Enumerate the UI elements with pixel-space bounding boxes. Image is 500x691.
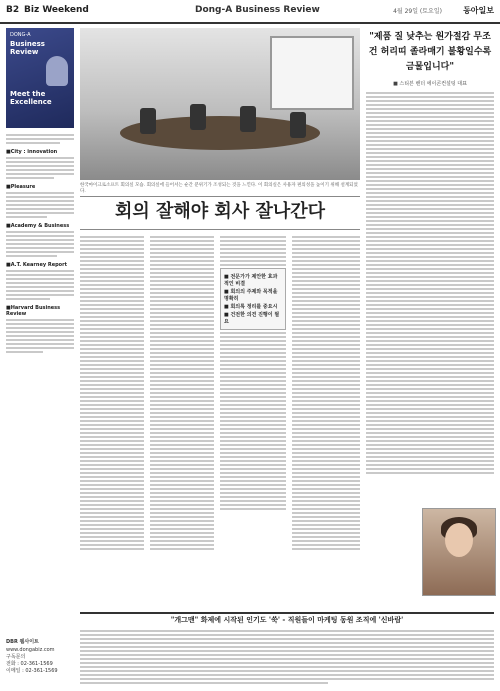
body-column [292, 234, 360, 552]
meeting-room-photo [80, 28, 360, 180]
cover-person-image [46, 56, 68, 86]
paper-name: 동아일보 [463, 6, 494, 15]
body-column [150, 234, 214, 552]
footer-line: 이메일 : 02-361-1569 [6, 668, 58, 674]
footer-site[interactable]: www.dongabiz.com [6, 647, 55, 653]
sidebar-head: ■Harvard Business Review [6, 305, 61, 317]
cover-small: DONG-A [10, 32, 31, 38]
window-image [270, 36, 354, 110]
photo-caption: 한국마이크로소프트 회의실 모습. 회의실에 들어서는 순간 분위기가 조성되는 것을 느낀다. 이 회의실은 사용자 편의성을 높이기 위해 설계되었다. [80, 183, 358, 194]
key-points-box [220, 268, 286, 330]
sidebar-head: ■A.T. Kearney Report [6, 262, 67, 268]
magazine-cover [6, 28, 74, 128]
quote-byline: ■ 스티븐 밴더 에이콘컨설팅 대표 [393, 81, 467, 87]
sidebar-head: ■City : innovation [6, 149, 58, 155]
brand-name: Dong-A Business Review [195, 5, 320, 15]
issue-date: 4월 29일 (토요일) [393, 8, 442, 15]
bottom-article-text [80, 628, 494, 688]
body-column [80, 234, 144, 552]
sidebar-head: ■Academy & Business [6, 223, 70, 229]
subhead: ■ 회의의 주제와 목적을 명확히 [224, 289, 278, 302]
section-name: Biz Weekend [24, 5, 89, 15]
sidebar-footer [6, 638, 74, 674]
footer-line: 전화 : 02-361-1569 [6, 661, 53, 667]
subhead: ■ 회의록 정리를 중요시 [224, 304, 278, 310]
pull-quote: "제품 질 낮추는 원가절감 무조건 허리띠 졸라매기 불황일수록 금물입니다" [368, 32, 492, 72]
sidebar [6, 28, 74, 688]
subhead: ■ 건전한 의견 진행이 필요 [224, 312, 280, 325]
cover-headline: Meet the Excellence [10, 90, 52, 106]
sidebar-head: ■Pleasure [6, 184, 36, 190]
footer-brand: DBR 웹사이트 [6, 639, 39, 645]
author-portrait [422, 508, 496, 596]
subhead: ■ 전문가가 제안한 효과적인 비결 [224, 274, 278, 287]
article-headline: 회의 잘해야 회사 잘나간다 [80, 196, 360, 230]
footer-line: 구독문의 [6, 654, 26, 660]
body-column-with-box [220, 234, 286, 512]
page-number: B2 [6, 5, 20, 15]
page-header [0, 0, 500, 24]
bottom-headline: "개그맨" 화제에 시작된 인기도 '쑥' - 직원들이 마케팅 동원 조직에 '신바람' [80, 612, 494, 626]
right-column-text [366, 90, 494, 476]
cover-title: Business Review [10, 40, 45, 56]
